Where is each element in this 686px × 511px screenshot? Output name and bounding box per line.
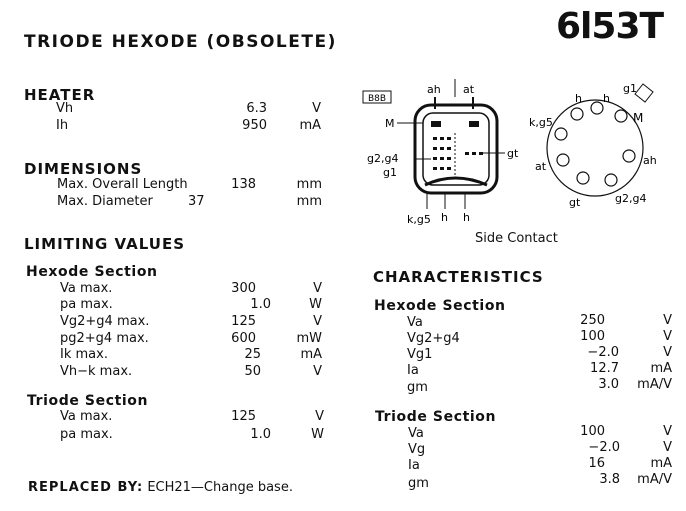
heater-row-value: 950 [242, 118, 267, 133]
char-hexode-label: Vg2+g4 [407, 331, 460, 346]
heater-heading: HEATER [24, 86, 96, 104]
pin-label-at: at [535, 160, 547, 173]
pin-label-gt: gt [569, 196, 581, 209]
char-hexode-unit: V [663, 345, 672, 360]
char-hexode-unit: V [663, 313, 672, 328]
limiting-hexode-label: Vh−k max. [60, 364, 133, 379]
pin-label-h2: h [603, 92, 610, 105]
label-at: at [463, 83, 475, 96]
char-hexode-value: 250 [580, 313, 605, 328]
limiting-hexode-unit: V [313, 281, 322, 296]
limiting-hexode-unit: W [309, 297, 322, 312]
char-triode-value: 100 [580, 424, 605, 439]
tube-envelope [415, 105, 497, 193]
char-hexode-value: 12.7 [590, 361, 619, 376]
char-hexode-value: 100 [580, 329, 605, 344]
label-gt: gt [507, 147, 519, 160]
pin-label-g1: g1 [623, 82, 637, 95]
limiting-triode-value: 125 [231, 409, 256, 424]
limiting-hexode-label: Ik max. [60, 347, 108, 362]
pin-label-ah: ah [643, 154, 657, 167]
limiting-hexode-value: 50 [244, 364, 261, 379]
limiting-hexode-unit: mW [296, 331, 322, 346]
char-hexode-unit: mA/V [637, 377, 672, 392]
char-triode-label: Va [408, 426, 424, 441]
limiting-triode-unit: V [315, 409, 324, 424]
limiting-hexode-unit: V [313, 364, 322, 379]
char-triode-label: gm [408, 476, 429, 491]
char-hexode-unit: mA [650, 361, 672, 376]
replaced-by-text: ECH21—Change base. [147, 480, 293, 495]
base-code-box [363, 91, 391, 104]
limiting-hexode-value: 300 [231, 281, 256, 296]
limiting-hexode-label: pg2+g4 max. [60, 331, 149, 346]
limiting-hexode-value: 1.0 [250, 297, 271, 312]
limiting-triode-heading: Triode Section [27, 393, 149, 409]
dimension-row-value: 138 [231, 177, 256, 192]
pin-label-h1: h [575, 92, 582, 105]
characteristics-heading: CHARACTERISTICS [373, 268, 544, 286]
base-circle [547, 100, 643, 196]
heater-row-label: Ih [56, 118, 69, 133]
limiting-hexode-value: 25 [244, 347, 261, 362]
limiting-hexode-heading: Hexode Section [26, 264, 158, 280]
base-pins [555, 102, 635, 186]
limiting-hexode-value: 600 [231, 331, 256, 346]
limiting-hexode-label: pa max. [60, 297, 113, 312]
heater-row-unit: mA [299, 118, 321, 133]
side-contact-marker [635, 84, 653, 102]
dimensions-heading: DIMENSIONS [24, 160, 143, 178]
char-hexode-heading: Hexode Section [374, 298, 506, 314]
label-g2g4: g2,g4 [367, 152, 399, 165]
char-hexode-unit: V [663, 329, 672, 344]
limiting-hexode-label: Vg2+g4 max. [60, 314, 150, 329]
label-k95: k,g5 [407, 213, 431, 226]
heater-row-unit: V [312, 101, 321, 116]
label-h2: h [463, 211, 470, 224]
char-hexode-value: −2.0 [587, 345, 619, 360]
limiting-hexode-unit: mA [300, 347, 322, 362]
page-title: TRIODE HEXODE (OBSOLETE) [24, 32, 337, 52]
limiting-triode-label: Va max. [60, 409, 113, 424]
pin-label-g2g4: g2,g4 [615, 192, 647, 205]
dimension-row-value: 37 [188, 194, 205, 209]
limiting-hexode-value: 125 [231, 314, 256, 329]
char-triode-value: 16 [588, 456, 605, 471]
label-g1: g1 [383, 166, 397, 179]
limiting-hexode-label: Va max. [60, 281, 113, 296]
replaced-by [28, 480, 293, 495]
base-code: B8B [367, 94, 387, 104]
char-hexode-label: Vg1 [407, 347, 433, 362]
dimension-row-unit: mm [296, 194, 322, 209]
electrode-block [431, 121, 441, 127]
char-triode-unit: V [663, 424, 672, 439]
base-arc [425, 178, 487, 185]
limiting-heading: LIMITING VALUES [24, 235, 186, 253]
char-triode-unit: V [663, 440, 672, 455]
pin-label-k95: k,g5 [529, 116, 553, 129]
char-triode-label: Vg [408, 442, 426, 457]
electrode-block [469, 121, 479, 127]
char-triode-heading: Triode Section [375, 409, 497, 425]
dimension-row-label: Max. Overall Length [57, 177, 188, 192]
side-contact-label: Side Contact [475, 231, 558, 246]
tube-code: 6l53T [556, 6, 664, 47]
heater-row-value: 6.3 [246, 101, 267, 116]
char-triode-value: 3.8 [599, 472, 620, 487]
char-hexode-value: 3.0 [598, 377, 619, 392]
char-triode-label: Ia [408, 458, 420, 473]
label-ah: ah [427, 83, 441, 96]
char-hexode-label: gm [407, 380, 428, 395]
limiting-triode-label: pa max. [60, 427, 113, 442]
triode-grid [465, 152, 483, 155]
hexode-grids [433, 137, 451, 170]
dimension-row-label: Max. Diameter [57, 194, 153, 209]
replaced-by-label: REPLACED BY: [28, 480, 144, 495]
tube-base-diagram [525, 78, 685, 218]
char-hexode-label: Va [407, 315, 423, 330]
limiting-triode-unit: W [311, 427, 324, 442]
char-hexode-label: Ia [407, 363, 419, 378]
pin-label-M: M [633, 111, 644, 125]
limiting-triode-value: 1.0 [250, 427, 271, 442]
dimension-row-unit: mm [296, 177, 322, 192]
char-triode-unit: mA/V [637, 472, 672, 487]
label-h1: h [441, 211, 448, 224]
heater-row-label: Vh [56, 101, 74, 116]
tube-side-diagram [355, 75, 535, 235]
char-triode-value: −2.0 [588, 440, 620, 455]
char-triode-unit: mA [650, 456, 672, 471]
limiting-hexode-unit: V [313, 314, 322, 329]
label-M: M [385, 117, 395, 130]
